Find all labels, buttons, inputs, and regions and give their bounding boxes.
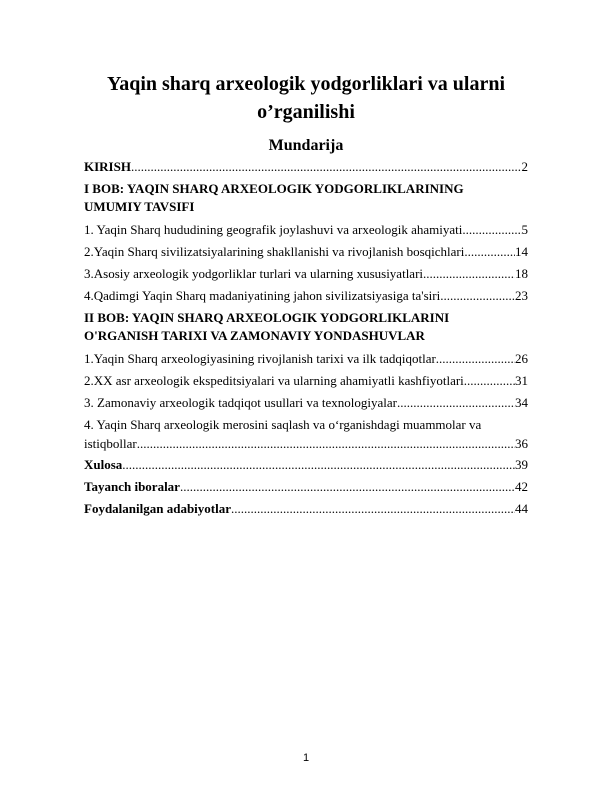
dot-leader <box>440 285 515 307</box>
toc-entry-2-4[interactable] <box>84 414 528 454</box>
dot-leader <box>397 392 515 414</box>
toc-entry-label: Foydalanilgan adabiyotlar <box>84 501 231 516</box>
dot-leader <box>436 348 515 370</box>
toc-entry-label: 4.Qadimgi Yaqin Sharq madaniyatining jahon sivilizatsiyasiga ta'siri <box>84 288 441 303</box>
toc-entry-conclusion[interactable] <box>84 454 528 476</box>
toc-entry-2-3[interactable] <box>84 392 528 414</box>
dot-leader <box>180 476 515 498</box>
document-title <box>80 70 532 126</box>
title-line-2: o’rganilishi <box>257 101 355 123</box>
toc-entry-label: 3.Asosiy arxeologik yodgorliklar turlari va ularning xususiyatlari <box>84 266 424 281</box>
chapter-1-title-line-1: I BOB: YAQIN SHARQ ARXEOLOGIK YODGORLIKLARINING <box>84 181 464 196</box>
toc-heading: Mundarija <box>268 137 344 154</box>
toc-entry-page: 42 <box>515 479 528 494</box>
toc-entry-page: 31 <box>515 373 528 388</box>
dot-leader <box>231 498 515 520</box>
toc-entry-page: 36 <box>515 436 528 451</box>
dot-leader <box>462 219 521 241</box>
toc-chapter-1-heading[interactable] <box>84 178 528 219</box>
title-line-1: Yaqin sharq arxeologik yodgorliklari va ularni <box>106 73 506 95</box>
toc-entry-label: 2.Yaqin Sharq sivilizatsiyalarining shakllanishi va rivojlanish bosqichlari <box>84 244 465 259</box>
toc-entry-label: 2.XX asr arxeologik ekspeditsiyalari va ularning ahamiyatli kashfiyotlari <box>84 373 464 388</box>
toc-entry-page: 44 <box>515 501 528 516</box>
toc-entry-label-line-1: 4. Yaqin Sharq arxeologik merosini saqlash va o‘rganishdagi muammolar va <box>84 417 482 432</box>
table-of-contents <box>84 156 528 520</box>
dot-leader <box>131 156 522 178</box>
toc-entry-page: 23 <box>515 288 528 303</box>
dot-leader <box>423 263 515 285</box>
dot-leader <box>464 370 515 392</box>
toc-entry-2-2[interactable] <box>84 370 528 392</box>
chapter-2-title-line-1: II BOB: YAQIN SHARQ ARXEOLOGIK YODGORLIKLARINI <box>84 310 450 325</box>
toc-entry-label: 1. Yaqin Sharq hududining geografik joylashuvi va arxeologik ahamiyati <box>84 222 463 237</box>
toc-entry-page: 26 <box>515 351 528 366</box>
page-number: 1 <box>302 752 310 764</box>
chapter-1-title-line-2: UMUMIY TAVSIFI <box>84 199 195 214</box>
chapter-2-title-line-2: O'RGANISH TARIXI VA ZAMONAVIY YONDASHUVLAR <box>84 328 425 343</box>
toc-entry-label: KIRISH <box>84 159 131 174</box>
toc-entry-1-1[interactable] <box>84 219 528 241</box>
dot-leader <box>122 454 515 476</box>
toc-entry-label: 3. Zamonaviy arxeologik tadqiqot usullari va texnologiyalar <box>84 395 398 410</box>
toc-entry-terms[interactable] <box>84 476 528 498</box>
toc-entry-label: Tayanch iboralar <box>84 479 180 494</box>
toc-entry-1-3[interactable] <box>84 263 528 285</box>
toc-entry-page: 18 <box>515 266 528 281</box>
toc-entry-references[interactable] <box>84 498 528 520</box>
toc-entry-page: 5 <box>521 222 528 237</box>
toc-entry-label: istiqbollar <box>84 436 137 451</box>
toc-entry-intro[interactable] <box>84 156 528 178</box>
dot-leader <box>137 434 515 454</box>
toc-chapter-2-heading[interactable] <box>84 307 528 348</box>
toc-entry-page: 34 <box>515 395 528 410</box>
toc-entry-page: 39 <box>515 457 528 472</box>
toc-entry-1-4[interactable] <box>84 285 528 307</box>
toc-entry-page: 2 <box>521 159 528 174</box>
toc-entry-1-2[interactable] <box>84 241 528 263</box>
toc-entry-label: 1.Yaqin Sharq arxeologiyasining rivojlanish tarixi va ilk tadqiqotlar <box>84 351 436 366</box>
toc-entry-label: Xulosa <box>84 457 123 472</box>
toc-entry-page: 14 <box>515 244 528 259</box>
toc-entry-label-line-2-row <box>84 434 528 454</box>
dot-leader <box>464 241 515 263</box>
toc-entry-2-1[interactable] <box>84 348 528 370</box>
